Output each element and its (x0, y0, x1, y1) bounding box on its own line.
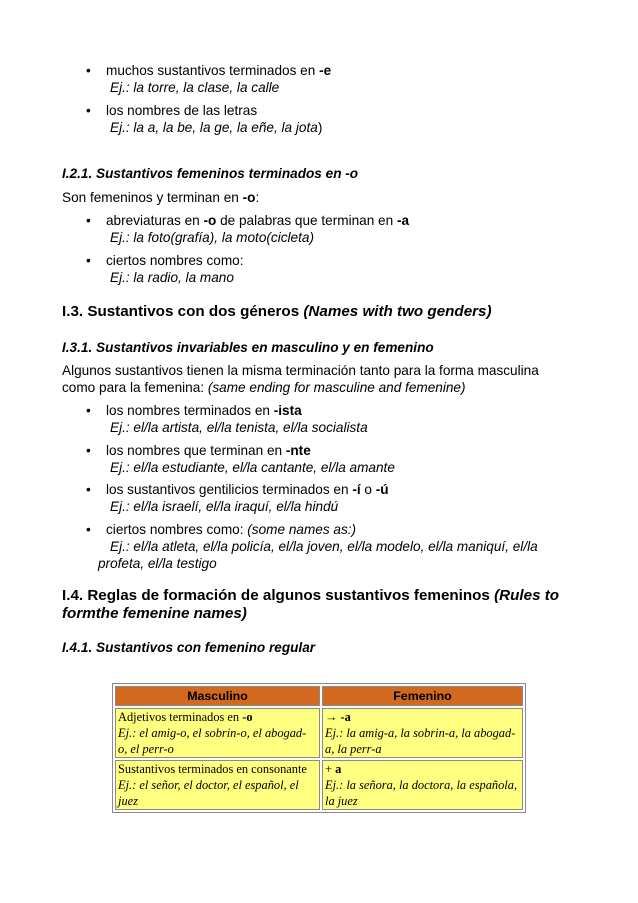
example-text: Ej.: la a, la be, la ge, la eñe, la jota) (110, 120, 323, 135)
column-header: Femenino (322, 686, 523, 706)
list-item: los nombres que terminan en -nte (106, 443, 311, 458)
paragraph-line: Algunos sustantivos tienen la misma terminación tanto para la forma masculina (62, 363, 539, 378)
heading-i-4-line2: formthe femenine names) (62, 605, 247, 622)
example-text: Ej.: la radio, la mano (110, 270, 234, 285)
heading-i-3-1: I.3.1. Sustantivos invariables en masculino y en femenino (62, 340, 434, 355)
bullet-2: • (86, 103, 91, 118)
list-item: abreviaturas en -o de palabras que terminan en -a (106, 213, 410, 228)
example-text: Ej.: el/la israelí, el/la iraquí, el/la hindú (110, 499, 339, 514)
example-text: Ej.: la foto(grafía), la moto(cicleta) (110, 230, 314, 245)
heading-i-4: I.4. Reglas de formación de algunos sustantivos femeninos (Rules to (62, 587, 560, 604)
table-cell: Sustantivos terminados en consonante Ej.: el señor, el doctor, el español, el juez (115, 760, 320, 810)
table-row (115, 760, 523, 810)
table-cell: → -a Ej.: la amig-a, la sobrin-a, la abogad- a, la perr-a (322, 708, 523, 758)
example-text: Ej.: el/la estudiante, el/la cantante, el/la amante (110, 460, 395, 475)
example-text: Ej.: la torre, la clase, la calle (110, 80, 280, 95)
table-cell: + a Ej.: la señora, la doctora, la española, la juez (322, 760, 523, 810)
example-text: Ej.: el/la artista, el/la tenista, el/la socialista (110, 420, 368, 435)
column-header: Masculino (115, 686, 320, 706)
heading-i-4-1: I.4.1. Sustantivos con femenino regular (62, 640, 316, 655)
example-text: Ej.: el/la atleta, el/la policía, el/la joven, el/la modelo, el/la maniquí, el/la (110, 539, 538, 554)
list-item: los nombres de las letras (106, 103, 258, 118)
table-cell: Adjetivos terminados en -o Ej.: el amig-o, el sobrin-o, el abogad- o, el perr-o (115, 708, 320, 758)
paragraph: Son femeninos y terminan en -o: (62, 190, 260, 205)
paragraph-line: como para la femenina: (same ending for masculine and femenine) (62, 380, 466, 395)
bullet-6: • (86, 443, 91, 458)
example-text: profeta, el/la testigo (98, 556, 217, 571)
bullet-4: • (86, 253, 91, 268)
bullet-8: • (86, 522, 91, 537)
heading-i-3: I.3. Sustantivos con dos géneros (Names with two genders) (62, 303, 492, 320)
bullet-1: • (86, 63, 91, 78)
table-header-row (115, 686, 523, 706)
list-item: muchos sustantivos terminados en -e (106, 63, 332, 78)
list-item: ciertos nombres como: (106, 253, 244, 268)
bullet-5: • (86, 403, 91, 418)
bullet-7: • (86, 482, 91, 497)
list-item: ciertos nombres como: (some names as:) (106, 522, 357, 537)
table-row (115, 708, 523, 758)
list-item: los nombres terminados en -ista (106, 403, 302, 418)
list-item: los sustantivos gentilicios terminados en -í o -ú (106, 482, 389, 497)
bullet-3: • (86, 213, 91, 228)
rules-table (112, 683, 526, 813)
heading-i-2-1: I.2.1. Sustantivos femeninos terminados en -o (62, 166, 359, 181)
